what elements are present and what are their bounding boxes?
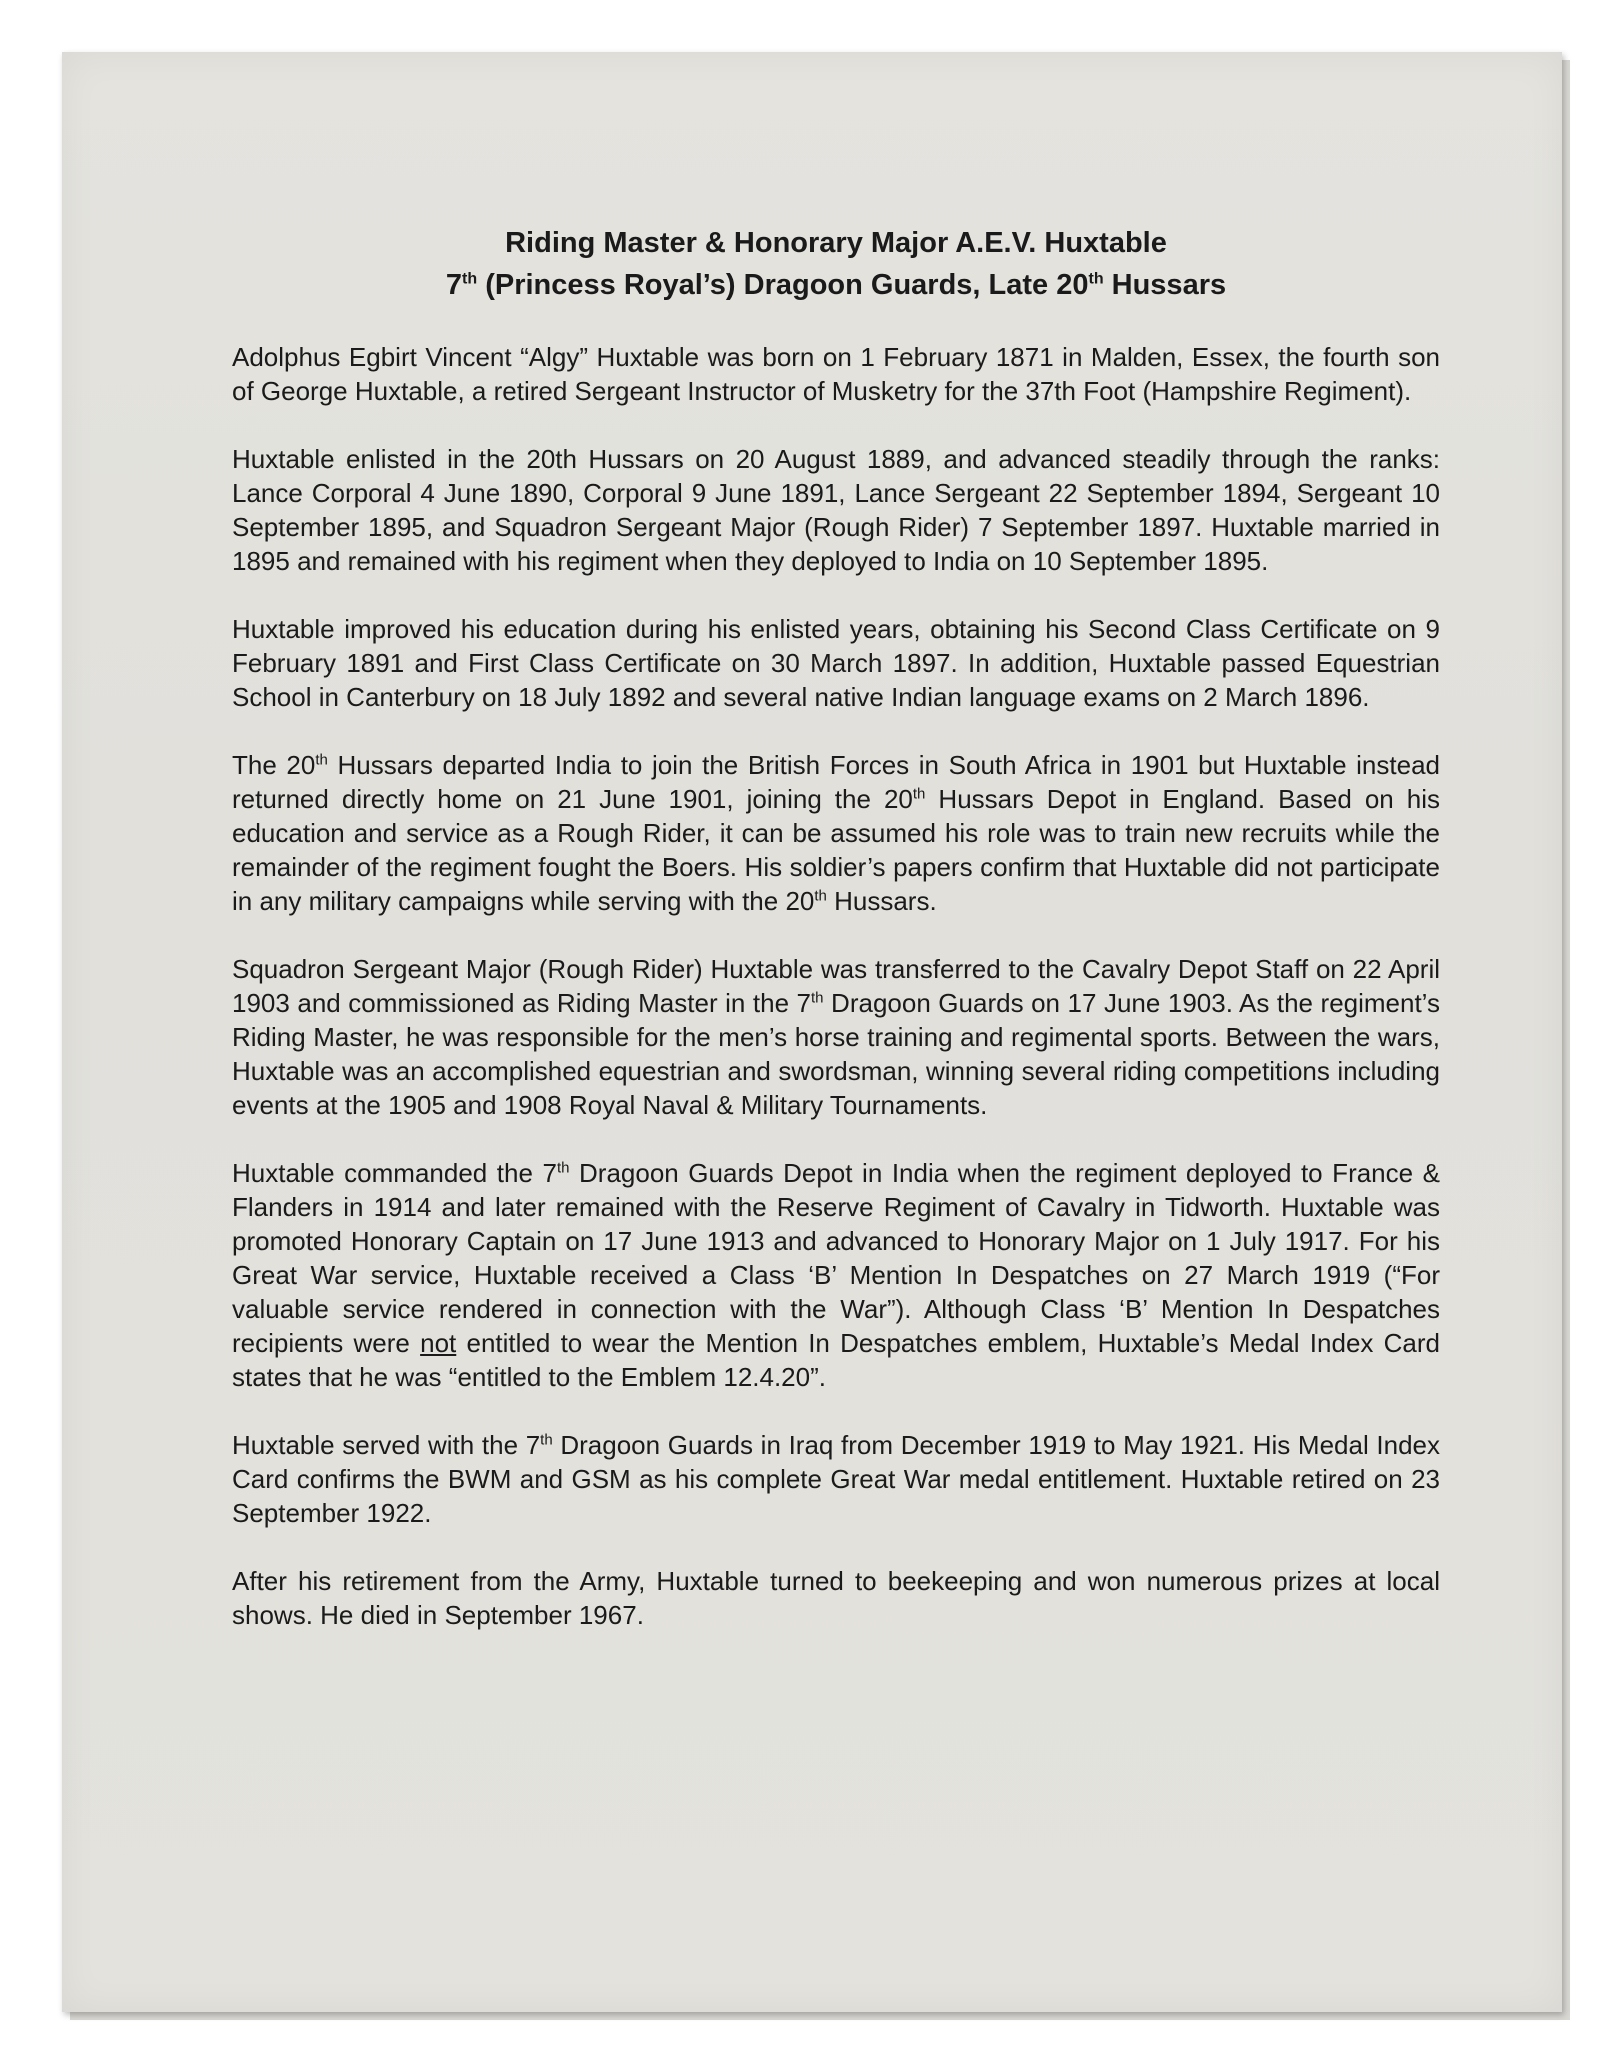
paragraph-birth <box>232 340 1440 408</box>
ordinal-superscript: th <box>811 989 824 1007</box>
paragraph-depot-service <box>232 748 1440 918</box>
paragraph-riding-master <box>232 952 1440 1122</box>
ordinal-superscript: th <box>540 1431 553 1449</box>
text-run: Dragoon Guards in Iraq from December 1919 to May 1921. His Medal Index Card confirms the BWM and GSM as his complete Great War medal entitlement. Huxtable retired on 23 September 1922. <box>232 1430 1440 1528</box>
underlined-emphasis: not <box>420 1328 457 1358</box>
text-run: Dragoon Guards Depot in India when the regiment deployed to France & Flanders in 1914 and later remained with the Reserve Regiment of Cavalry in Tidworth. Huxtable was promoted Honorary Captain on 17 June 1913 and advanced to Honorary Major on 1 July 1917. For his Great War service, Huxtable received a Class ‘B’ Mention In Despatches on 27 March 1919 (“For valuable service rendered in connection with the War”). Although Class ‘B’ Mention In Despatches recipients were <box>232 1158 1440 1358</box>
ordinal-superscript: th <box>912 785 926 803</box>
ordinal-superscript: th <box>1088 270 1104 288</box>
ordinal-superscript: th <box>315 751 328 769</box>
text-run: Huxtable enlisted in the 20th Hussars on 20 August 1889, and advanced steadily through the ranks: Lance Corporal 4 June 1890, Corporal 9 June 1891, Lance Sergeant 22 September 1894, Sergeant 10 September 1895, and Squadron Sergeant Major (Rough Rider) 7 September 1897. Huxtable married in 1895 and remained with his regiment when they deployed to India on 10 September 1895. <box>232 444 1440 576</box>
ordinal-superscript: th <box>814 887 827 905</box>
paragraph-later-life <box>232 1564 1440 1632</box>
paragraph-great-war <box>232 1156 1440 1394</box>
text-run: After his retirement from the Army, Huxtable turned to beekeeping and won numerous prizes at local shows. He died in September 1967. <box>232 1566 1440 1630</box>
paragraph-iraq-retirement <box>232 1428 1440 1530</box>
paragraph-enlistment <box>232 442 1440 578</box>
text-run: Hussars <box>1103 269 1227 301</box>
text-run: Hussars Depot in England. Based on his education and service as a Rough Rider, it can be assumed his role was to train new recruits while the remainder of the regiment fought the Boers. His soldier’s papers confirm that Huxtable did not participate in any military campaigns while serving with the 20 <box>232 784 1440 916</box>
text-run: Squadron Sergeant Major (Rough Rider) Huxtable was transferred to the Cavalry Depot Staff on 22 April 1903 and commissioned as Riding Master in the 7 <box>232 954 1440 1018</box>
ordinal-superscript: th <box>556 1159 570 1177</box>
text-run: Dragoon Guards on 17 June 1903. As the regiment’s Riding Master, he was responsible for the men’s horse training and regimental sports. Between the wars, Huxtable was an accomplished equestrian and swordsman, winning several riding competitions including events at the 1905 and 1908 Royal Naval & Military Tournaments. <box>232 988 1440 1120</box>
title-line-1: Riding Master & Honorary Major A.E.V. Huxtable <box>505 227 1167 259</box>
text-run: Hussars departed India to join the British Forces in South Africa in 1901 but Huxtable instead returned directly home on 21 June 1901, joining the 20 <box>232 750 1440 814</box>
ordinal-superscript: th <box>462 270 478 288</box>
document-body <box>232 222 1440 1666</box>
text-run: entitled to wear the Mention In Despatches emblem, Huxtable’s Medal Index Card states that he was “entitled to the Emblem 12.4.20”. <box>232 1328 1441 1392</box>
text-run: (Princess Royal’s) Dragoon Guards, Late 20 <box>477 269 1089 301</box>
paper-sheet <box>62 52 1562 2012</box>
text-run: 7 <box>445 269 463 301</box>
text-run: Adolphus Egbirt Vincent “Algy” Huxtable was born on 1 February 1871 in Malden, Essex, the fourth son of George Huxtable, a retired Sergeant Instructor of Musketry for the 37th Foot (Hampshire Regiment). <box>232 342 1440 406</box>
text-run: Huxtable improved his education during his enlisted years, obtaining his Second Class Certificate on 9 February 1891 and First Class Certificate on 30 March 1897. In addition, Huxtable passed Equestrian School in Canterbury on 18 July 1892 and several native Indian language exams on 2 March 1896. <box>232 614 1440 712</box>
document-title <box>232 222 1440 306</box>
title-line-2 <box>232 264 1440 306</box>
text-run: Huxtable served with the 7 <box>232 1430 541 1460</box>
text-run: Huxtable commanded the 7 <box>232 1158 557 1188</box>
text-run: Hussars. <box>826 886 937 916</box>
paragraph-education <box>232 612 1440 714</box>
text-run: The 20 <box>232 750 316 780</box>
paragraphs <box>232 340 1440 1632</box>
